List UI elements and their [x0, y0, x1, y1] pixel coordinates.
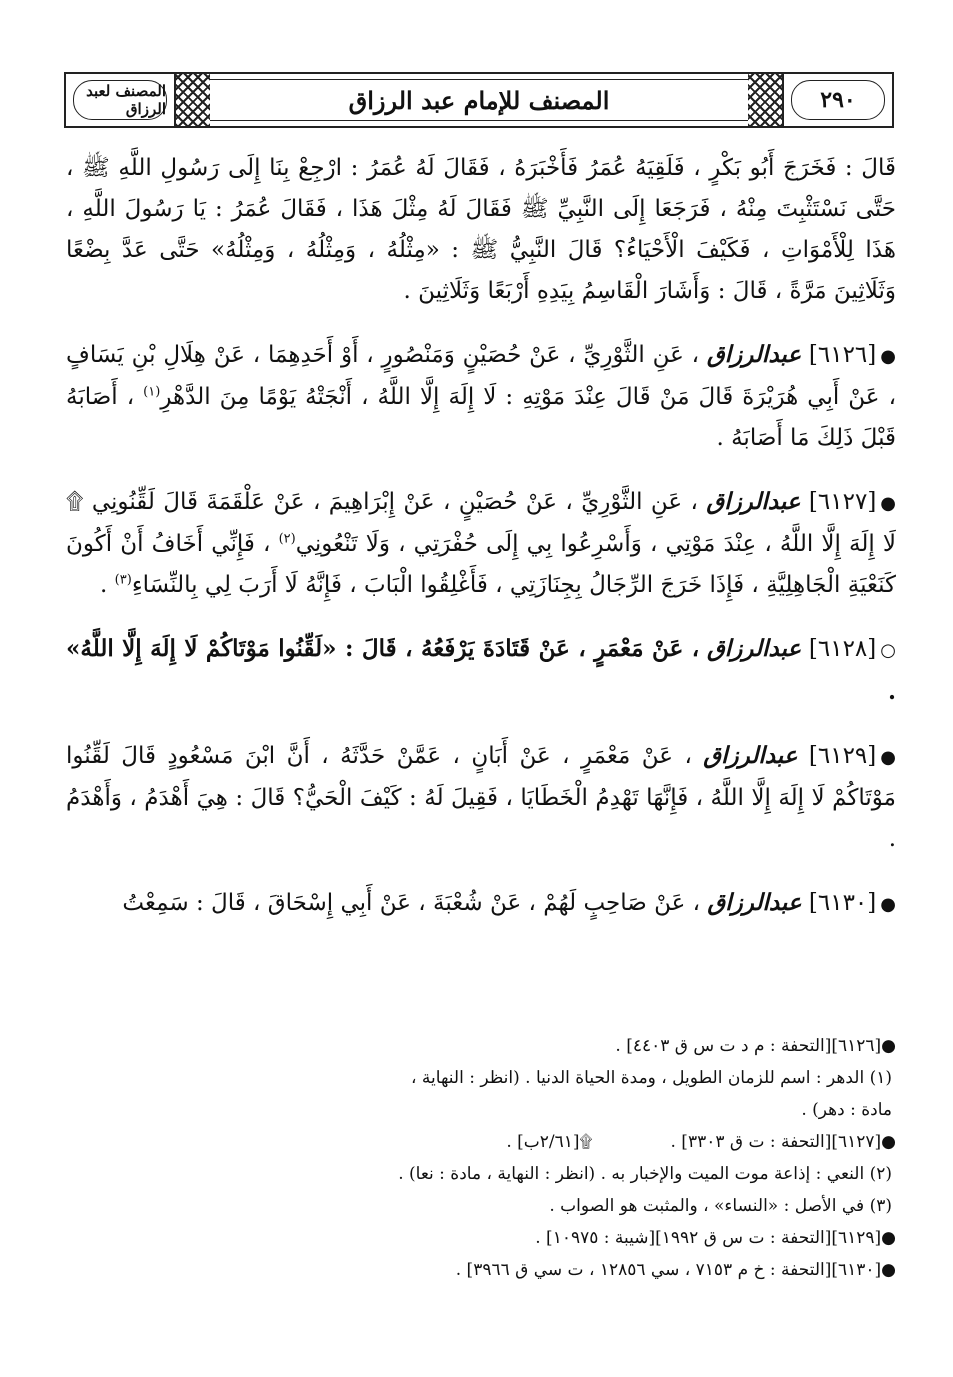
bullet-icon: ●: [880, 346, 896, 367]
hadith-number: [٦١٢٨]: [808, 636, 877, 662]
footnotes: [380, 1030, 896, 1286]
footnote-line: (٣) في الأصل : «النساء» ، والمثبت هو الصواب .: [549, 1196, 892, 1216]
hadith-6128: [66, 628, 896, 713]
hadith-6127: [66, 481, 896, 606]
footnote-ref: (٣): [114, 572, 132, 588]
footnote-line: ●[٦١٢٦][التحفة : م د ت س ق ٤٤٠٣] .: [615, 1036, 896, 1056]
hadith-source: عبدالرزاق: [703, 742, 798, 769]
footnote-line: ●[٦١٢٩][التحفة : ت س ق ١٩٩٢][شيبة : ١٠٩٧٥] .: [535, 1228, 896, 1248]
footnote-line: [380, 1126, 896, 1158]
hadith-text-end: .: [100, 572, 108, 598]
running-title: المصنف للإمام عبد الرزاق: [348, 85, 610, 115]
hadith-text: ، عَنْ مَعْمَرٍ ، عَنْ قَتَادَةَ يَرْفَعُهُ ، قَالَ : «لَقِّنُوا مَوْتَاكُمْ لَا إِلَهَ إِلَّا اللَّهُ» .: [66, 635, 896, 705]
title-band: [210, 72, 748, 128]
ornament-left: [176, 72, 210, 128]
hadith-6129: [66, 735, 896, 860]
hadith-source: عبدالرزاق: [707, 889, 802, 916]
intro-paragraph: قَالَ : فَخَرَجَ أَبُو بَكْرٍ ، فَلَقِيَهُ عُمَرُ فَأَخْبَرَهُ ، فَقَالَ لَهُ عُمَرُ : ارْجِعْ بِنَا إِلَى رَسُولِ اللَّهِ ﷺ ، حَتَّى نَسْتَثْبِتَ مِنْهُ ، فَرَجَعَا إِلَى النَّبِيِّ ﷺ فَقَالَ لَهُ مِثْلَ هَذَا ، فَقَالَ عُمَرُ : يَا رَسُولَ اللَّهِ ، هَذَا لِلْأَمْوَاتِ ، فَكَيْفَ الْأَحْيَاءُ؟ قَالَ النَّبِيُّ ﷺ : «مِثْلُهُ ، وَمِثْلُهُ ، وَمِثْلُهُ» حَتَّى عَدَّ بِضْعًا وَثَلَاثِينَ مَرَّةً ، قَالَ : وَأَشَارَ الْقَاسِمُ بِيَدِهِ أَرْبَعًا وَثَلَاثِينَ .: [66, 155, 896, 304]
hadith-number: [٦١٣٠]: [808, 890, 877, 916]
hadith-number: [٦١٢٧]: [808, 489, 877, 515]
logo-text: المصنف لعبد الرزاق: [86, 82, 166, 118]
footnote-line: (٢) النعي : إذاعة موت الميت والإخبار به . (انظر : النهاية ، مادة : نعا) .: [398, 1164, 892, 1184]
hadith-text: ، عَنْ مَعْمَرٍ ، عَنْ أَبَانٍ ، عَمَّنْ حَدَّثَهُ ، أَنَّ ابْنَ مَسْعُودٍ قَالَ لَقِّنُوا مَوْتَاكُمْ لَا إِلَهَ إِلَّا اللَّهُ ، فَإِنَّهَا تَهْدِمُ الْخَطَايَا ، فَقِيلَ لَهُ : كَيْفَ الْحَيُّ؟ قَالَ : هِيَ أَهْدَمُ ، وَأَهْدَمُ .: [66, 743, 896, 852]
main-text: [66, 148, 896, 925]
page-number-box: [782, 72, 894, 128]
bullet-icon: ●: [880, 493, 897, 514]
hadith-source: عبدالرزاق: [706, 635, 802, 662]
footnote-line: ●[٦١٣٠][التحفة : خ م ٧١٥٣ ، سي ١٢٨٥٦ ، ت سي ق ٣٩٦٦] .: [455, 1260, 896, 1280]
book-logo: [64, 72, 176, 128]
footnote-ref: (٢): [278, 531, 296, 547]
hadith-text-cont: ، فَإِنِّي أَخَافُ أَنْ أَكُونَ كَنَعْيَةِ الْجَاهِلِيَّةِ ، فَإِذَا خَرَجَ الرِّجَالُ بِجِنَازَتِي ، فَأَغْلِقُوا الْبَابَ ، فَإِنَّهُ لَا أَرَبَ لِي بِالنِّسَاءِ: [66, 531, 896, 598]
hadith-6126: [66, 334, 896, 459]
hadith-source: عبدالرزاق: [706, 488, 801, 515]
footnote-line: (١) الدهر : اسم للزمان الطويل ، ومدة الحياة الدنيا . (انظر : النهاية ، مادة : دهر) .: [411, 1068, 892, 1120]
bullet-icon: ●: [880, 894, 896, 915]
hadith-text: ، عَنْ صَاحِبٍ لَهُمْ ، عَنْ شُعْبَةَ ، عَنْ أَبِي إِسْحَاقَ ، قَالَ : سَمِعْتُ: [122, 890, 701, 916]
hadith-text: ، عَنِ الثَّوْرِيِّ ، عَنْ حُصَيْنٍ وَمَنْصُورٍ ، أَوْ أَحَدِهِمَا ، عَنْ هِلَالِ بْنِ يَسَافٍ ، عَنْ أَبِي هُرَيْرَةَ قَالَ مَنْ قَالَ عِنْدَ مَوْتِهِ : لَا إِلَهَ إِلَّا اللَّهُ ، أَنْجَتْهُ يَوْمًا مِنَ الدَّهْرِ: [66, 342, 896, 410]
hadith-number: [٦١٢٩]: [808, 743, 877, 769]
bullet-icon: ○: [880, 640, 896, 661]
page-header: [64, 72, 894, 128]
hadith-number: [٦١٢٦]: [808, 342, 877, 368]
footnote-ref: (١): [143, 384, 161, 400]
hadith-text: ، عَنِ الثَّوْرِيِّ ، عَنْ حُصَيْنٍ ، عَنْ إِبْرَاهِيمَ ، عَنْ عَلْقَمَةَ قَالَ لَقِّنُونِي ۩ لَا إِلَهَ إِلَّا اللَّهُ ، عِنْدَ مَوْتِي ، وَأَسْرِعُوا بِي إِلَى حُفْرَتِي ، وَلَا تَنْعُونِي: [66, 489, 897, 557]
hadith-6130: [66, 882, 896, 925]
bullet-icon: ●: [880, 747, 896, 768]
hadith-source: عبدالرزاق: [706, 341, 802, 368]
footnote-text: ●[٦١٢٧][التحفة : ت ق ٣٣٠٣] .: [670, 1132, 896, 1152]
page-number: ٢٩٠: [820, 87, 856, 113]
ornament-right: [748, 72, 782, 128]
hadith-text-cont: ، أَصَابَهُ قَبْلَ ذَلِكَ مَا أَصَابَهُ .: [66, 384, 896, 451]
page-ref: ۩[٢/٦١ب] .: [506, 1132, 593, 1152]
